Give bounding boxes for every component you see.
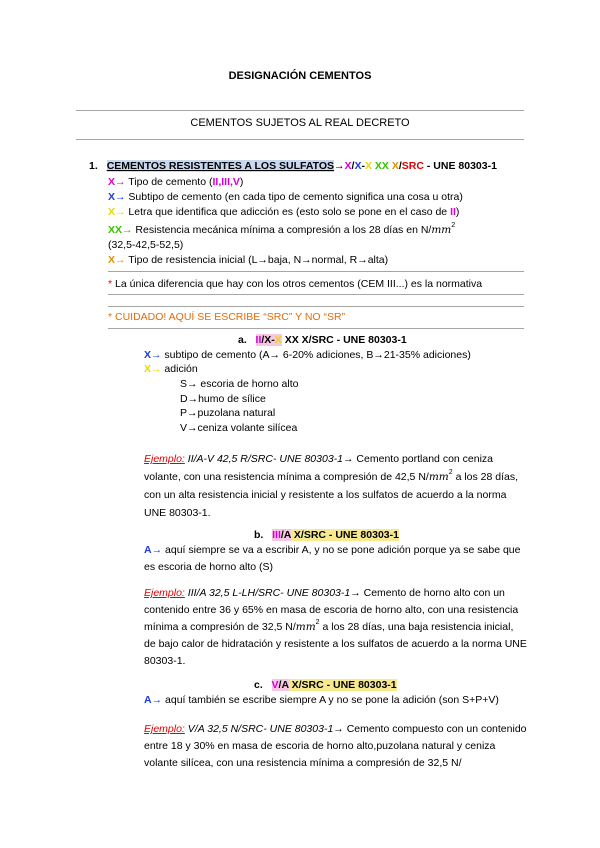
a-addition: X→ adición — [144, 363, 198, 375]
def-line-2: X→ Subtipo de cemento (en cada tipo de cemento significa una cosa u otra) — [108, 191, 463, 203]
c-example: Ejemplo: V/A 32,5 N/SRC- UNE 80303-1→ Cemento compuesto con un contenido entre 18 y 30% en masa de escoria de horno alto,puzolana natural y ceniza volante silícea, con una resistencia mínima a compresión de 32,5 N/ — [144, 723, 527, 769]
page-subtitle: CEMENTOS SUJETOS AL REAL DECRETO — [190, 117, 410, 129]
a-subtype: X→ subtipo de cemento (A→ 6-20% adiciones, B→21-35% adiciones) — [144, 349, 471, 361]
def-line-4: XX→ Resistencia mecánica mínima a compresión a los 28 días en $N/mm^2$ — [108, 222, 456, 236]
def-line-5: (32,5-42,5-52,5) — [108, 239, 184, 251]
divider — [108, 294, 524, 295]
divider — [108, 328, 524, 329]
code-x1: X — [344, 160, 352, 172]
code-dash: - — [361, 160, 365, 172]
code-xx: XX — [374, 160, 389, 172]
section-1-title: CEMENTOS RESISTENTES A LOS SULFATOS — [106, 160, 335, 172]
arrow: → — [334, 160, 345, 172]
divider — [76, 110, 524, 111]
section-number: 1. — [89, 160, 98, 172]
divider — [108, 271, 524, 272]
a-example: Ejemplo: II/A-V 42,5 R/SRC- UNE 80303-1→ Cemento portland con ceniza volante, con una resistencia mínima a compresión de 42,5 $N/mm^2$ a los 28 días, con un alta resistencia inicial y resistente a los sulfatos de acuerdo a la norma UNE 80303-1. — [144, 453, 519, 519]
divider — [76, 139, 524, 140]
note-1: * La única diferencia que hay con los otros cementos (CEM III...) es la normativa — [108, 278, 483, 290]
a-addition-p: P→puzolana natural — [180, 407, 276, 419]
b-note: A→ aquí siempre se va a escribir A, y no se pone adición porque ya se sabe que es escoria de horno alto (S) — [144, 544, 521, 573]
a-addition-d: D→humo de sílice — [180, 393, 266, 405]
code-x2: X — [354, 160, 362, 172]
c-note: A→ aquí también se escribe siempre A y no se pone la adición (son S+P+V) — [144, 694, 499, 706]
code-slash: / — [398, 160, 402, 172]
def-line-6: X→ Tipo de resistencia inicial (L→baja, N→normal, R→alta) — [108, 254, 389, 266]
page-title: DESIGNACIÓN CEMENTOS — [228, 70, 372, 82]
subsection-a-heading: a. II/X-X XX X/SRC - UNE 80303-1 — [238, 334, 407, 346]
code-x4: X — [391, 160, 399, 172]
def-line-3: X→ Letra que identifica que adicción es (esto solo se pone en el caso de II) — [108, 206, 460, 218]
code-src: SRC — [401, 160, 424, 172]
subsection-c-heading: c. V/A X/SRC - UNE 80303-1 — [254, 679, 397, 691]
b-example: Ejemplo: III/A 32,5 L-LH/SRC- UNE 80303-1→ Cemento de horno alto con un contenido entre 36 y 65% en masa de escoria de horno alto, con una resistencia mínima a compresión de 32,5 $N/mm^2$ a los 28 días, una baja resistencia inicial, de bajo calor de hidratación y resistente a los sulfatos de acuerdo a la norma UNE 80303-1. — [144, 587, 527, 667]
code-slash: / — [351, 160, 355, 172]
section-1-heading — [89, 160, 497, 172]
code-x3: X — [364, 160, 372, 172]
note-2: * CUIDADO! AQUÍ SE ESCRIBE “SRC” Y NO “SR” — [108, 311, 346, 323]
code-une: - UNE 80303-1 — [423, 160, 497, 172]
a-addition-v: V→ceniza volante silícea — [180, 422, 298, 434]
def-line-1: X→ Tipo de cemento (II,III,V) — [108, 176, 244, 188]
a-addition-s: S→ escoria de horno alto — [180, 378, 299, 390]
divider — [108, 306, 524, 307]
subsection-b-heading: b. III/A X/SRC - UNE 80303-1 — [254, 529, 399, 541]
